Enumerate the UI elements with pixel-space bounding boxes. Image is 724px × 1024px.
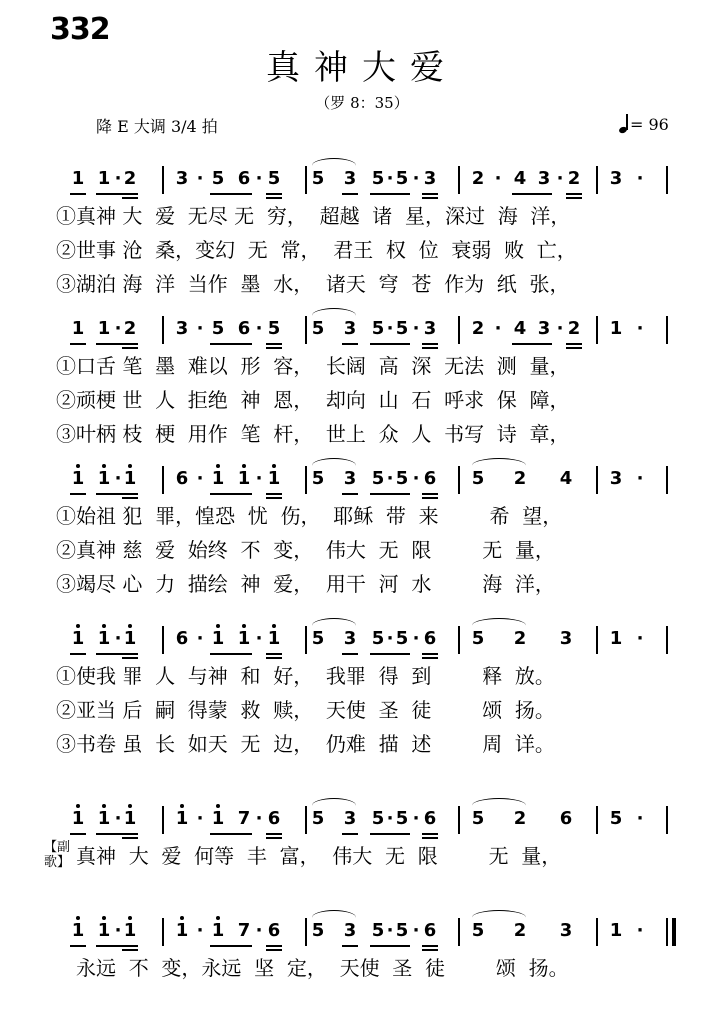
note: 3: [343, 628, 357, 649]
rhythm-underline: [70, 833, 86, 835]
lyric-line: ②顽梗 世 人 拒绝 神 恩， 却向 山 石 呼求 保 障，: [56, 388, 570, 412]
rhythm-underline: [122, 949, 138, 951]
rhythm-underline: [122, 657, 138, 659]
rhythm-underline: [266, 657, 282, 659]
note: 2: [471, 318, 485, 339]
note: 5: [311, 168, 325, 189]
bar-line: [666, 806, 668, 834]
note: 1: [97, 468, 111, 489]
note: 3: [559, 920, 573, 941]
high-octave-dot: [128, 464, 132, 468]
note: 3: [559, 628, 573, 649]
note: 1: [123, 628, 137, 649]
rhythm-underline: [210, 343, 252, 345]
duration-dot: ·: [386, 628, 394, 649]
high-octave-dot: [128, 624, 132, 628]
bar-line: [666, 918, 668, 946]
note: 1: [71, 318, 85, 339]
high-octave-dot: [76, 624, 80, 628]
duration-dot: ·: [412, 168, 420, 189]
note: 5: [471, 808, 485, 829]
rhythm-underline: [70, 945, 86, 947]
note: 1: [71, 920, 85, 941]
note: 5: [311, 318, 325, 339]
duration-dot: ·: [114, 628, 122, 649]
note: 1: [97, 318, 111, 339]
notation-line: [0, 628, 724, 658]
duration-dot: ·: [636, 920, 644, 941]
note: 5: [211, 318, 225, 339]
note: 5: [395, 318, 409, 339]
slur: [312, 458, 356, 473]
rhythm-underline: [210, 653, 252, 655]
note: 1: [97, 628, 111, 649]
note: 6: [559, 808, 573, 829]
bar-line: [596, 626, 598, 654]
bar-line: [305, 626, 307, 654]
lyric-line: ③书卷 虽 长 如天 无 边， 仍难 描 述 周 详。: [56, 732, 555, 756]
note: 5: [311, 920, 325, 941]
hymn-number: 332: [50, 12, 110, 47]
note: 6: [267, 920, 281, 941]
rhythm-underline: [266, 197, 282, 199]
duration-dot: ·: [255, 168, 263, 189]
rhythm-underline: [266, 497, 282, 499]
high-octave-dot: [102, 804, 106, 808]
rhythm-underline: [422, 945, 438, 947]
note: 1: [71, 468, 85, 489]
note: 3: [423, 318, 437, 339]
slur: [472, 910, 526, 925]
note: 5: [311, 808, 325, 829]
duration-dot: ·: [255, 808, 263, 829]
chorus-label: 【副歌】: [44, 840, 71, 870]
note: 2: [567, 168, 581, 189]
slur: [312, 308, 356, 323]
rhythm-underline: [370, 343, 410, 345]
note: 6: [423, 468, 437, 489]
bar-line: [305, 806, 307, 834]
high-octave-dot: [102, 624, 106, 628]
note: 1: [237, 628, 251, 649]
rhythm-underline: [422, 837, 438, 839]
note: 2: [471, 168, 485, 189]
note: 1: [267, 468, 281, 489]
note: 5: [609, 808, 623, 829]
rhythm-underline: [70, 193, 86, 195]
note: 5: [267, 168, 281, 189]
bar-line: [305, 316, 307, 344]
rhythm-underline: [122, 197, 138, 199]
rhythm-underline: [566, 193, 582, 195]
duration-dot: ·: [196, 628, 204, 649]
bar-line: [305, 918, 307, 946]
note: 5: [395, 468, 409, 489]
note: 1: [609, 920, 623, 941]
high-octave-dot: [216, 624, 220, 628]
note: 6: [237, 168, 251, 189]
duration-dot: ·: [196, 318, 204, 339]
tempo-value: = 96: [630, 115, 669, 134]
key-time-signature: 降 E 大调 3/4 拍: [96, 117, 218, 136]
duration-dot: ·: [386, 318, 394, 339]
note: 1: [123, 808, 137, 829]
note: 1: [267, 628, 281, 649]
duration-dot: ·: [412, 468, 420, 489]
slur: [312, 910, 356, 925]
duration-dot: ·: [255, 628, 263, 649]
rhythm-underline: [96, 193, 138, 195]
high-octave-dot: [128, 916, 132, 920]
note: 1: [97, 168, 111, 189]
rhythm-underline: [266, 347, 282, 349]
note: 5: [371, 920, 385, 941]
rhythm-underline: [210, 493, 252, 495]
rhythm-underline: [266, 837, 282, 839]
note: 1: [211, 920, 225, 941]
note: 1: [211, 468, 225, 489]
duration-dot: ·: [636, 168, 644, 189]
note: 5: [395, 168, 409, 189]
note: 1: [175, 920, 189, 941]
lyric-line: ③竭尽 心 力 描绘 神 爱， 用干 河 水 海 洋，: [56, 572, 555, 596]
rhythm-underline: [122, 837, 138, 839]
duration-dot: ·: [494, 168, 502, 189]
rhythm-underline: [70, 653, 86, 655]
lyric-line: 真神 大 爱 何等 丰 富， 伟大 无 限 无 量，: [76, 844, 562, 868]
rhythm-underline: [210, 833, 252, 835]
rhythm-underline: [96, 945, 138, 947]
note: 3: [343, 920, 357, 941]
note: 5: [395, 920, 409, 941]
note: 2: [513, 628, 527, 649]
high-octave-dot: [180, 916, 184, 920]
note: 7: [237, 920, 251, 941]
rhythm-underline: [422, 343, 438, 345]
rhythm-underline: [342, 653, 358, 655]
slur: [312, 618, 356, 633]
duration-dot: ·: [386, 920, 394, 941]
duration-dot: ·: [412, 628, 420, 649]
note: 6: [237, 318, 251, 339]
final-bar-line: [672, 918, 676, 946]
bar-line: [666, 166, 668, 194]
rhythm-underline: [512, 343, 552, 345]
note: 2: [567, 318, 581, 339]
high-octave-dot: [102, 464, 106, 468]
rhythm-underline: [96, 653, 138, 655]
high-octave-dot: [216, 916, 220, 920]
rhythm-underline: [122, 497, 138, 499]
note: 4: [513, 168, 527, 189]
notation-line: [0, 808, 724, 838]
note: 6: [267, 808, 281, 829]
note: 4: [513, 318, 527, 339]
note: 5: [471, 468, 485, 489]
duration-dot: ·: [114, 468, 122, 489]
note: 1: [97, 920, 111, 941]
lyric-line: ①真神 大 爱 无尽 无 穷， 超越 诸 星，深过 海 洋，: [56, 204, 571, 228]
note: 7: [237, 808, 251, 829]
rhythm-underline: [342, 945, 358, 947]
note: 1: [211, 808, 225, 829]
rhythm-underline: [266, 833, 282, 835]
note: 2: [513, 468, 527, 489]
high-octave-dot: [242, 464, 246, 468]
slur: [312, 158, 356, 173]
lyric-line: 永远 不 变，永远 坚 定， 天使 圣 徒 颂 扬。: [76, 956, 569, 980]
duration-dot: ·: [386, 808, 394, 829]
note: 1: [97, 808, 111, 829]
duration-dot: ·: [412, 318, 420, 339]
duration-dot: ·: [636, 468, 644, 489]
note: 1: [175, 808, 189, 829]
bar-line: [162, 806, 164, 834]
rhythm-underline: [266, 653, 282, 655]
high-octave-dot: [102, 916, 106, 920]
notation-line: [0, 468, 724, 498]
high-octave-dot: [76, 464, 80, 468]
bar-line: [458, 918, 460, 946]
rhythm-underline: [210, 193, 252, 195]
note: 1: [123, 920, 137, 941]
note: 3: [537, 318, 551, 339]
bar-line: [596, 166, 598, 194]
note: 5: [311, 628, 325, 649]
lyric-line: ①始祖 犯 罪，惶恐 忧 伤， 耶稣 带 来 希 望，: [56, 504, 563, 528]
note: 1: [71, 168, 85, 189]
rhythm-underline: [96, 493, 138, 495]
rhythm-underline: [566, 347, 582, 349]
bar-line: [162, 918, 164, 946]
note: 5: [211, 168, 225, 189]
duration-dot: ·: [556, 318, 564, 339]
note: 2: [513, 808, 527, 829]
notation-line: [0, 318, 724, 348]
rhythm-underline: [266, 949, 282, 951]
rhythm-underline: [370, 945, 410, 947]
rhythm-underline: [512, 193, 552, 195]
rhythm-underline: [70, 493, 86, 495]
rhythm-underline: [370, 653, 410, 655]
note: 5: [371, 468, 385, 489]
note: 6: [175, 468, 189, 489]
bar-line: [666, 626, 668, 654]
note: 3: [609, 168, 623, 189]
duration-dot: ·: [412, 920, 420, 941]
bar-line: [596, 918, 598, 946]
slur: [472, 798, 526, 813]
bar-line: [162, 166, 164, 194]
duration-dot: ·: [255, 920, 263, 941]
duration-dot: ·: [386, 168, 394, 189]
hymn-title: 真神大爱: [266, 48, 458, 88]
high-octave-dot: [216, 804, 220, 808]
note: 3: [343, 808, 357, 829]
note: 6: [423, 920, 437, 941]
note: 1: [609, 318, 623, 339]
notation-line: [0, 920, 724, 950]
bar-line: [458, 806, 460, 834]
slur: [312, 798, 356, 813]
lyric-line: ②亚当 后 嗣 得蒙 救 赎， 天使 圣 徒 颂 扬。: [56, 698, 555, 722]
note: 3: [343, 468, 357, 489]
duration-dot: ·: [412, 808, 420, 829]
duration-dot: ·: [114, 808, 122, 829]
note: 4: [559, 468, 573, 489]
note: 3: [175, 168, 189, 189]
note: 5: [311, 468, 325, 489]
duration-dot: ·: [255, 318, 263, 339]
note: 5: [471, 628, 485, 649]
rhythm-underline: [342, 343, 358, 345]
rhythm-underline: [266, 945, 282, 947]
rhythm-underline: [342, 193, 358, 195]
note: 3: [609, 468, 623, 489]
slur: [472, 458, 526, 473]
rhythm-underline: [422, 833, 438, 835]
lyric-line: ①口舌 笔 墨 难以 形 容， 长阔 高 深 无法 测 量，: [56, 354, 570, 378]
scripture-reference: （罗 8：35）: [315, 94, 409, 112]
bar-line: [458, 466, 460, 494]
bar-line: [458, 166, 460, 194]
duration-dot: ·: [196, 468, 204, 489]
rhythm-underline: [122, 347, 138, 349]
note: 5: [395, 808, 409, 829]
rhythm-underline: [422, 657, 438, 659]
note: 1: [237, 468, 251, 489]
bar-line: [596, 316, 598, 344]
note: 1: [71, 628, 85, 649]
lyric-line: ②世事 沧 桑，变幻 无 常， 君王 权 位 衰弱 败 亡，: [56, 238, 577, 262]
lyric-line: ③湖泊 海 洋 当作 墨 水， 诸天 穹 苍 作为 纸 张，: [56, 272, 570, 296]
rhythm-underline: [370, 193, 410, 195]
quarter-note-icon: [618, 114, 630, 134]
duration-dot: ·: [636, 628, 644, 649]
note: 3: [343, 168, 357, 189]
duration-dot: ·: [494, 318, 502, 339]
rhythm-underline: [422, 497, 438, 499]
high-octave-dot: [272, 464, 276, 468]
note: 1: [211, 628, 225, 649]
lyric-line: ①使我 罪 人 与神 和 好， 我罪 得 到 释 放。: [56, 664, 555, 688]
bar-line: [305, 466, 307, 494]
duration-dot: ·: [114, 318, 122, 339]
tempo-marking: [618, 114, 669, 134]
duration-dot: ·: [196, 168, 204, 189]
note: 6: [175, 628, 189, 649]
rhythm-underline: [422, 347, 438, 349]
bar-line: [162, 626, 164, 654]
rhythm-underline: [266, 493, 282, 495]
bar-line: [458, 626, 460, 654]
rhythm-underline: [370, 833, 410, 835]
high-octave-dot: [76, 916, 80, 920]
rhythm-underline: [266, 193, 282, 195]
high-octave-dot: [76, 804, 80, 808]
rhythm-underline: [422, 653, 438, 655]
rhythm-underline: [210, 945, 252, 947]
duration-dot: ·: [114, 920, 122, 941]
bar-line: [162, 466, 164, 494]
note: 1: [71, 808, 85, 829]
high-octave-dot: [128, 804, 132, 808]
note: 3: [175, 318, 189, 339]
rhythm-underline: [422, 193, 438, 195]
note: 2: [123, 318, 137, 339]
rhythm-underline: [266, 343, 282, 345]
duration-dot: ·: [556, 168, 564, 189]
note: 5: [395, 628, 409, 649]
note: 6: [423, 628, 437, 649]
note: 5: [471, 920, 485, 941]
slur: [472, 618, 526, 633]
high-octave-dot: [272, 624, 276, 628]
lyric-line: ③叶柄 枝 梗 用作 笔 杆， 世上 众 人 书写 诗 章，: [56, 422, 570, 446]
note: 3: [343, 318, 357, 339]
note: 3: [423, 168, 437, 189]
duration-dot: ·: [255, 468, 263, 489]
high-octave-dot: [242, 624, 246, 628]
rhythm-underline: [342, 833, 358, 835]
note: 5: [371, 168, 385, 189]
rhythm-underline: [370, 493, 410, 495]
duration-dot: ·: [196, 920, 204, 941]
rhythm-underline: [422, 197, 438, 199]
note: 1: [123, 468, 137, 489]
bar-line: [666, 316, 668, 344]
rhythm-underline: [566, 343, 582, 345]
duration-dot: ·: [636, 318, 644, 339]
note: 1: [609, 628, 623, 649]
high-octave-dot: [180, 804, 184, 808]
bar-line: [596, 806, 598, 834]
bar-line: [458, 316, 460, 344]
rhythm-underline: [342, 493, 358, 495]
rhythm-underline: [566, 197, 582, 199]
rhythm-underline: [96, 833, 138, 835]
rhythm-underline: [422, 493, 438, 495]
note: 3: [537, 168, 551, 189]
duration-dot: ·: [114, 168, 122, 189]
bar-line: [162, 316, 164, 344]
note: 5: [371, 808, 385, 829]
notation-line: [0, 168, 724, 198]
duration-dot: ·: [386, 468, 394, 489]
note: 6: [423, 808, 437, 829]
note: 2: [123, 168, 137, 189]
note: 5: [371, 628, 385, 649]
rhythm-underline: [422, 949, 438, 951]
bar-line: [596, 466, 598, 494]
bar-line: [305, 166, 307, 194]
rhythm-underline: [96, 343, 138, 345]
duration-dot: ·: [636, 808, 644, 829]
note: 5: [371, 318, 385, 339]
rhythm-underline: [70, 343, 86, 345]
note: 5: [267, 318, 281, 339]
bar-line: [666, 466, 668, 494]
duration-dot: ·: [196, 808, 204, 829]
lyric-line: ②真神 慈 爱 始终 不 变， 伟大 无 限 无 量，: [56, 538, 555, 562]
high-octave-dot: [216, 464, 220, 468]
note: 2: [513, 920, 527, 941]
